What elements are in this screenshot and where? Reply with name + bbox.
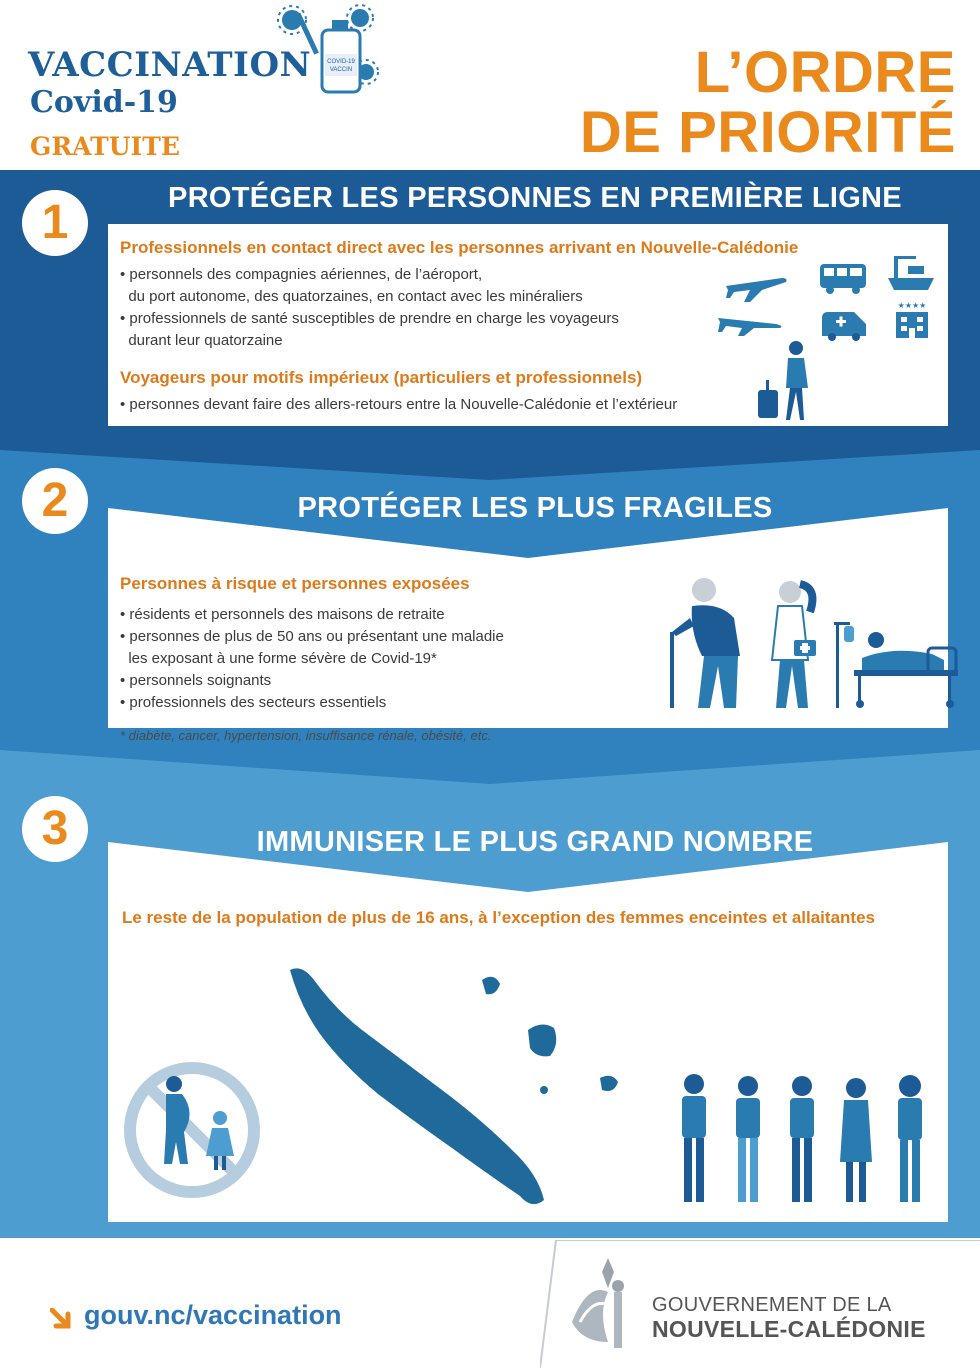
section-1-bullet: • personnes devant faire des allers-retours entre la Nouvelle-Calédonie et l’extérieur xyxy=(120,396,678,413)
section-2-bullet: • personnes de plus de 50 ans ou présentant une maladie xyxy=(120,628,504,645)
page-title-line2: DE PRIORITÉ xyxy=(579,100,956,165)
ship-crane-icon xyxy=(886,252,936,294)
airplane-icon xyxy=(714,302,786,338)
header-covid: Covid-19 xyxy=(30,85,178,120)
header-free: GRATUITE xyxy=(30,132,180,161)
section-1-number: 1 xyxy=(22,190,88,256)
section-1-bullet: durant leur quatorzaine xyxy=(120,332,283,349)
no-pregnant-women-children-icon xyxy=(122,1060,262,1200)
bus-icon xyxy=(818,262,868,294)
vaccine-vial-icon xyxy=(270,2,380,98)
section-2-divider xyxy=(0,750,980,784)
hospital-bed-icon xyxy=(832,618,960,710)
elderly-person-icon xyxy=(660,572,752,712)
section-1-heading-1: Professionnels en contact direct avec les personnes arrivant en Nouvelle-Calédonie xyxy=(120,238,799,257)
section-2-bullet: les exposant à une forme sévère de Covid-19* xyxy=(120,650,437,667)
section-2-footnote: * diabète, cancer, hypertension, insuffisance rénale, obésité, etc. xyxy=(120,728,492,743)
government-name-line2: NOUVELLE-CALÉDONIE xyxy=(652,1316,926,1342)
new-caledonia-map-icon xyxy=(282,960,662,1220)
section-3-title: IMMUNISER LE PLUS GRAND NOMBRE xyxy=(256,826,814,858)
page-title-line1: L’ORDRE xyxy=(694,40,956,105)
section-2-bullet: • personnels soignants xyxy=(120,672,272,689)
traveler-icon xyxy=(752,336,822,426)
section-1-title: PROTÉGER LES PERSONNES EN PREMIÈRE LIGNE xyxy=(168,182,902,214)
section-2-title: PROTÉGER LES PLUS FRAGILES xyxy=(297,492,773,524)
hotel-icon xyxy=(892,300,932,340)
section-3-text: Le reste de la population de plus de 16 ans, à l’exception des femmes enceintes et allaitantes xyxy=(122,908,875,927)
section-2-number: 2 xyxy=(22,468,88,534)
section-2-bullet: • résidents et personnels des maisons de retraite xyxy=(120,606,445,623)
section-3-number: 3 xyxy=(22,796,88,862)
section-1-heading-2: Voyageurs pour motifs impérieux (particuliers et professionnels) xyxy=(120,368,643,387)
section-2-heading-1: Personnes à risque et personnes exposées xyxy=(120,574,470,593)
header-vaccination: VACCINATION xyxy=(28,45,312,85)
government-name-line1: GOUVERNEMENT DE LA xyxy=(652,1294,892,1316)
airplane-icon xyxy=(722,268,788,304)
arrow-icon xyxy=(50,1308,74,1332)
section-2-bullet: • professionnels des secteurs essentiels xyxy=(120,694,387,711)
section-1-bullet: • professionnels de santé susceptibles de prendre en charge les voyageurs xyxy=(120,310,619,327)
population-group-icon xyxy=(664,1072,944,1212)
vial-label-2: VACCIN xyxy=(329,67,353,73)
section-1-bullet: • personnels des compagnies aériennes, de l’aéroport, xyxy=(120,266,483,283)
vial-label-1: COVID-19 xyxy=(327,59,355,65)
section-1-divider xyxy=(0,450,980,480)
government-logo-icon xyxy=(568,1252,646,1352)
svg-text:★★★★: ★★★★ xyxy=(897,301,927,310)
ambulance-icon xyxy=(820,308,870,342)
website-link[interactable]: gouv.nc/vaccination xyxy=(84,1300,342,1330)
nurse-icon xyxy=(752,576,828,712)
section-1-bullet: du port autonome, des quatorzaines, en contact avec les minéraliers xyxy=(120,288,583,305)
